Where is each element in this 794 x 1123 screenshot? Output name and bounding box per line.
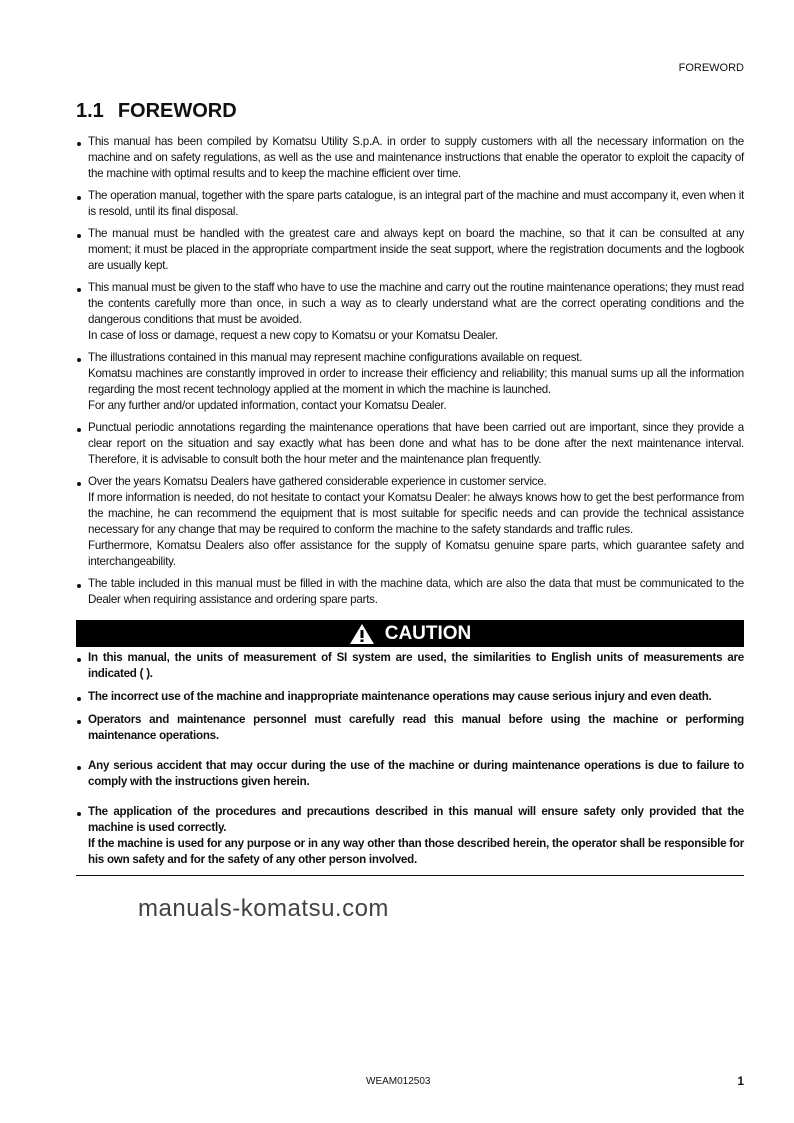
- paragraph: The incorrect use of the machine and inappropriate maintenance operations may cause serious injury and even death.: [88, 690, 712, 703]
- paragraph: The manual must be handled with the greatest care and always kept on board the machine, so that it can be consulted at any moment; it must be placed in the appropriate compartment inside the seat support, where the registration documents and the logbook are usually kept.: [88, 227, 744, 272]
- watermark: manuals-komatsu.com: [138, 895, 389, 922]
- paragraph: Furthermore, Komatsu Dealers also offer assistance for the supply of Komatsu genuine spare parts, which guarantee safety and interchangeability.: [88, 539, 744, 568]
- list-item: [76, 188, 744, 220]
- paragraph: The application of the procedures and precautions described in this manual will ensure safety only provided that the machine is used correctly.: [88, 805, 744, 834]
- section-number: 1.1: [76, 100, 104, 122]
- paragraph: For any further and/or updated information, contact your Komatsu Dealer.: [88, 399, 447, 412]
- paragraph: In case of loss or damage, request a new copy to Komatsu or your Komatsu Dealer.: [88, 329, 498, 342]
- list-item: [76, 280, 744, 344]
- document-code: WEAM012503: [366, 1076, 431, 1087]
- caution-list: [76, 650, 744, 868]
- page-body: [76, 134, 744, 924]
- paragraph: The operation manual, together with the spare parts catalogue, is an integral part of the machine and must accompany it, even when it is resold, until its final disposal.: [88, 189, 744, 218]
- list-item: [76, 712, 744, 744]
- warning-icon: [349, 623, 375, 645]
- section-title: FOREWORD: [117, 100, 237, 122]
- list-item: [76, 758, 744, 790]
- paragraph: Operators and maintenance personnel must carefully read this manual before using the machine or performing maintenance operations.: [88, 713, 744, 742]
- paragraph: This manual must be given to the staff who have to use the machine and carry out the routine maintenance operations; they must read the contents carefully more than once, in such a way as to clearly understand what are the correct operating conditions and the dangerous conditions that must be avoided.: [88, 281, 744, 326]
- paragraph: This manual has been compiled by Komatsu Utility S.p.A. in order to supply customers with all the necessary information on the machine and on safety regulations, as well as the use and maintenance instructions that enable the operator to exploit the capacity of the machine with optimal results and to keep the machine efficient over time.: [88, 135, 744, 180]
- paragraph: Komatsu machines are constantly improved in order to increase their efficiency and reliability; this manual sums up all the information regarding the most recent technology applied at the moment in which the machine is launched.: [88, 367, 744, 396]
- list-item: [76, 226, 744, 274]
- list-item: [76, 650, 744, 682]
- list-item: [76, 350, 744, 414]
- paragraph: The illustrations contained in this manual may represent machine configurations available on request.: [88, 351, 583, 364]
- list-item: [76, 474, 744, 570]
- paragraph: If the machine is used for any purpose or in any way other than those described herein, the operator shall be responsible for his own safety and for the safety of any other person involved.: [88, 837, 744, 866]
- paragraph: In this manual, the units of measurement of SI system are used, the similarities to English units of measurements are indicated ( ).: [88, 651, 744, 680]
- list-item: [76, 420, 744, 468]
- list-item: [76, 576, 744, 608]
- list-item: [76, 134, 744, 182]
- paragraph: Punctual periodic annotations regarding the maintenance operations that have been carried out are important, since they provide a clear report on the situation and say exactly what has been done and what has to be done after the next maintenance interval. Therefore, it is advisable to consult both the hour meter and the maintenance plan frequently.: [88, 421, 744, 466]
- paragraph: If more information is needed, do not hesitate to contact your Komatsu Dealer: he always knows how to get the best performance from the machine, he can recommend the equipment that is most suitable for specific needs and can provide the technical assistance necessary for any change that may be required to conform the machine to the safety standards and traffic rules.: [88, 491, 744, 536]
- running-header: FOREWORD: [678, 62, 744, 74]
- paragraph: Over the years Komatsu Dealers have gathered considerable experience in customer service.: [88, 475, 547, 488]
- page-title: [76, 100, 251, 123]
- caution-label: CAUTION: [384, 622, 472, 644]
- foreword-list: [76, 134, 744, 608]
- list-item: [76, 804, 744, 868]
- page-number: 1: [737, 1074, 744, 1088]
- list-item: [76, 689, 744, 705]
- paragraph: The table included in this manual must be filled in with the machine data, which are also the data that must be communicated to the Dealer when requiring assistance and ordering spare parts.: [88, 577, 744, 606]
- divider: [76, 875, 744, 876]
- caution-banner: [76, 620, 744, 647]
- paragraph: Any serious accident that may occur during the use of the machine or during maintenance operations is due to failure to comply with the instructions given herein.: [88, 759, 744, 788]
